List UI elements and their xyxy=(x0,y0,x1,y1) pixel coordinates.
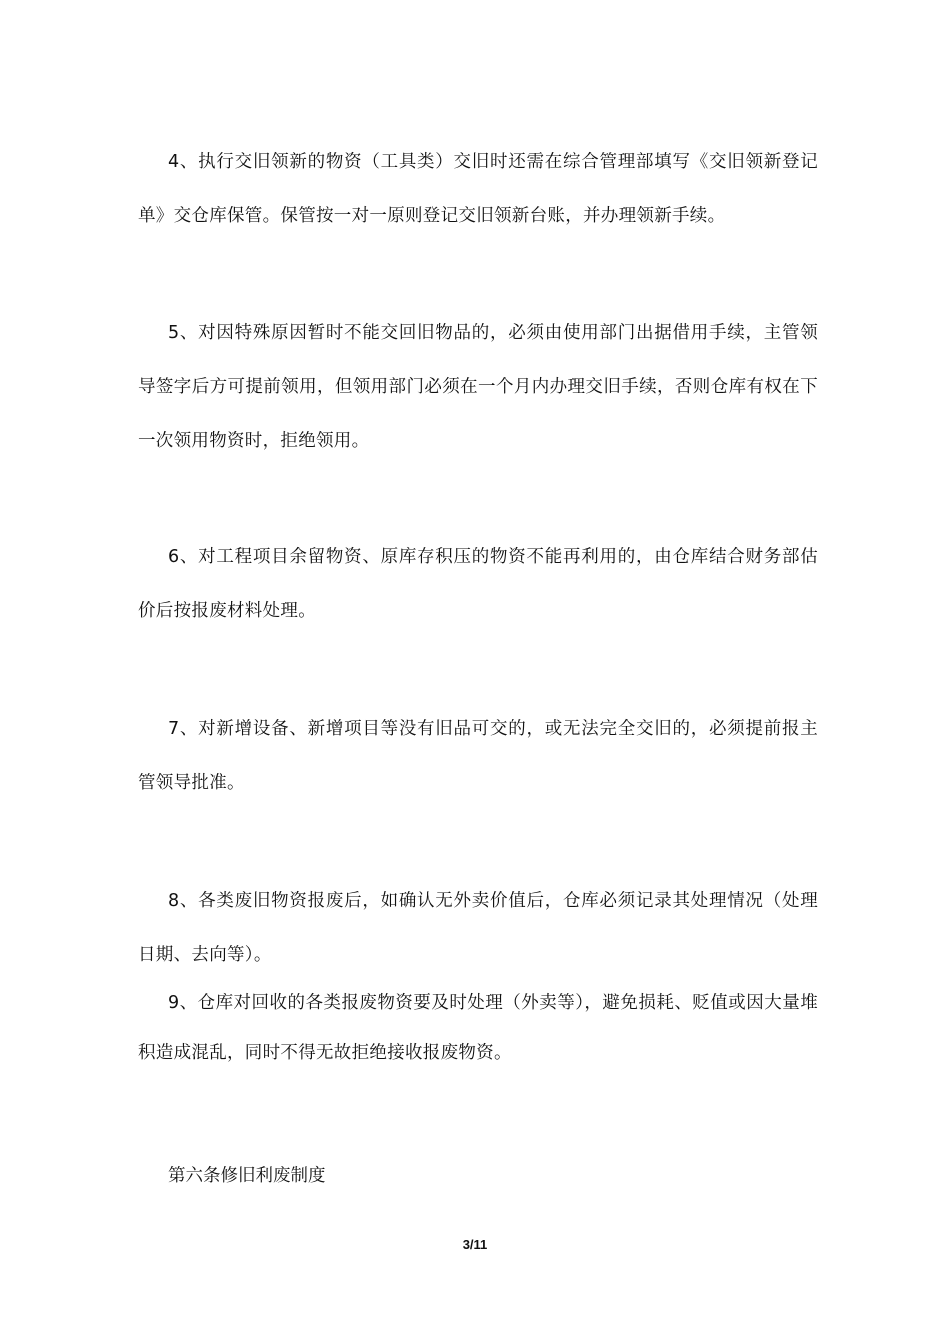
section-heading: 第六条修旧利废制度 xyxy=(168,1166,326,1186)
paragraph-item-5: 5、对因特殊原因暂时不能交回旧物品的，必须由使用部门出据借用手续，主管领导签字后方可提前领用，但领用部门必须在一个月内办理交旧手续，否则仓库有权在下一次领用物资时，拒绝领用。 xyxy=(138,323,818,451)
paragraph-item-6: 6、对工程项目余留物资、原库存积压的物资不能再利用的，由仓库结合财务部估价后按报废材料处理。 xyxy=(138,547,818,621)
paragraph-item-7: 7、对新增设备、新增项目等没有旧品可交的，或无法完全交旧的，必须提前报主管领导批准。 xyxy=(138,719,818,793)
page-number: 3/11 xyxy=(462,1237,488,1252)
paragraph-item-4: 4、执行交旧领新的物资（工具类）交旧时还需在综合管理部填写《交旧领新登记单》交仓库保管。保管按一对一原则登记交旧领新台账，并办理领新手续。 xyxy=(138,152,818,226)
paragraph-item-9: 9、仓库对回收的各类报废物资要及时处理（外卖等），避免损耗、贬值或因大量堆积造成混乱，同时不得无故拒绝接收报废物资。 xyxy=(138,993,818,1063)
paragraph-item-8: 8、各类废旧物资报废后，如确认无外卖价值后，仓库必须记录其处理情况（处理日期、去向等）。 xyxy=(138,891,818,965)
